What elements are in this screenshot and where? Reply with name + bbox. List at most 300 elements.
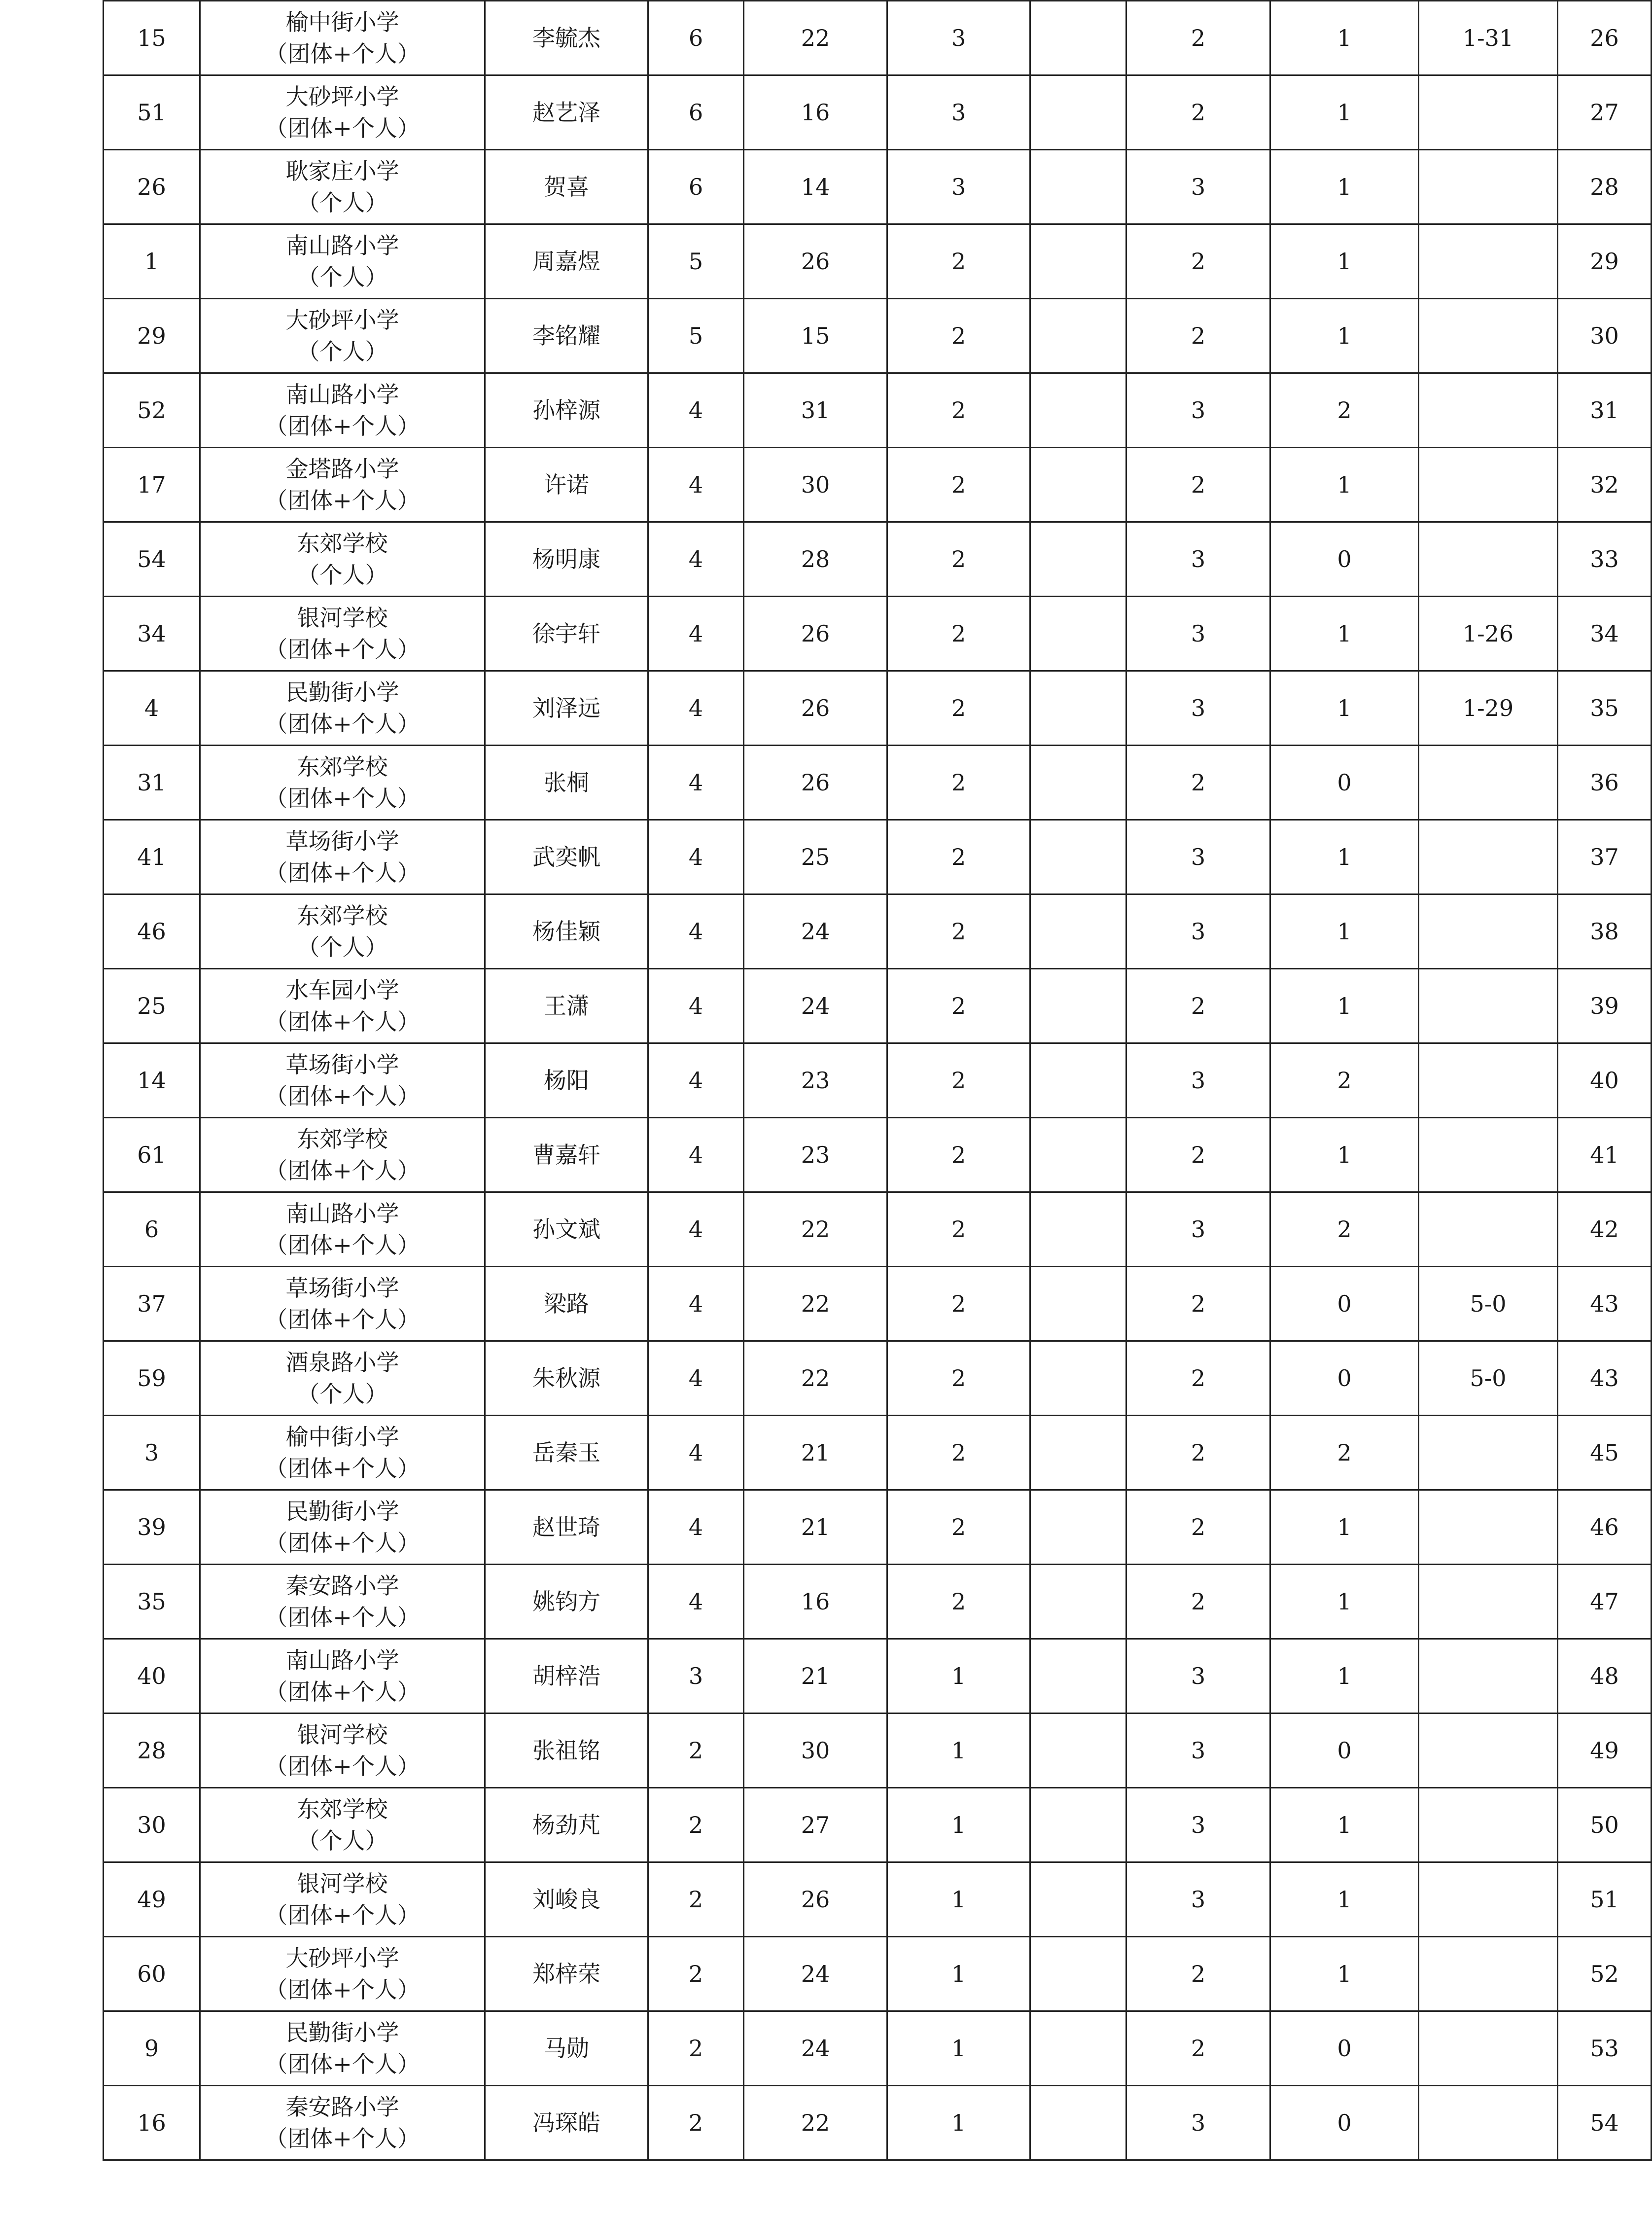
cell-col-4: 4 — [648, 820, 744, 894]
cell-col-6: 2 — [887, 894, 1030, 969]
school-name: 秦安路小学 — [285, 1572, 399, 1599]
cell-col-id: 61 — [104, 1118, 200, 1192]
cell-col-5: 22 — [744, 1267, 887, 1341]
cell-col-name: 徐宇轩 — [485, 597, 648, 671]
cell-col-8: 2 — [1126, 299, 1270, 373]
cell-col-8: 3 — [1126, 597, 1270, 671]
cell-col-7 — [1030, 1118, 1126, 1192]
cell-col-school — [200, 894, 485, 969]
cell-col-name: 姚钧方 — [485, 1565, 648, 1639]
cell-col-8: 3 — [1126, 373, 1270, 448]
cell-col-8: 2 — [1126, 1565, 1270, 1639]
cell-col-10 — [1419, 894, 1558, 969]
cell-col-id: 51 — [104, 75, 200, 150]
cell-col-8: 2 — [1126, 1490, 1270, 1565]
cell-col-4: 5 — [648, 224, 744, 299]
entry-type: （团体+个人） — [265, 1902, 420, 1928]
cell-col-rank: 45 — [1558, 1416, 1652, 1490]
cell-col-school — [200, 1043, 485, 1118]
cell-col-rank: 29 — [1558, 224, 1652, 299]
cell-col-school — [200, 373, 485, 448]
cell-col-10 — [1419, 1192, 1558, 1267]
cell-col-name: 王潇 — [485, 969, 648, 1043]
cell-col-5: 16 — [744, 1565, 887, 1639]
cell-col-id: 9 — [104, 2011, 200, 2086]
entry-type: （团体+个人） — [265, 711, 420, 737]
cell-col-4: 4 — [648, 1043, 744, 1118]
cell-col-school — [200, 1937, 485, 2011]
school-name: 大砂坪小学 — [285, 83, 399, 110]
cell-col-6: 3 — [887, 150, 1030, 224]
cell-col-4: 2 — [648, 2011, 744, 2086]
cell-col-9: 1 — [1270, 1639, 1419, 1714]
entry-type: （团体+个人） — [265, 1232, 420, 1258]
cell-col-8: 2 — [1126, 969, 1270, 1043]
cell-col-name: 杨明康 — [485, 522, 648, 597]
cell-col-10 — [1419, 1565, 1558, 1639]
cell-col-6: 2 — [887, 746, 1030, 820]
school-name: 榆中街小学 — [285, 1424, 399, 1450]
entry-type: （团体+个人） — [265, 785, 420, 812]
entry-type: （团体+个人） — [265, 859, 420, 886]
cell-col-rank: 48 — [1558, 1639, 1652, 1714]
cell-col-5: 24 — [744, 969, 887, 1043]
cell-col-9: 1 — [1270, 969, 1419, 1043]
school-name: 金塔路小学 — [285, 456, 399, 482]
entry-type: （个人） — [297, 934, 388, 961]
table-row — [104, 150, 1652, 224]
table-row — [104, 597, 1652, 671]
cell-col-9: 1 — [1270, 1118, 1419, 1192]
cell-col-5: 15 — [744, 299, 887, 373]
cell-col-id: 59 — [104, 1341, 200, 1416]
entry-type: （团体+个人） — [265, 636, 420, 663]
entry-type: （团体+个人） — [265, 1976, 420, 2003]
entry-type: （团体+个人） — [265, 1455, 420, 1482]
cell-col-id: 34 — [104, 597, 200, 671]
cell-col-10: 1-31 — [1419, 1, 1558, 75]
cell-col-8: 2 — [1126, 1267, 1270, 1341]
entry-type: （团体+个人） — [265, 1083, 420, 1109]
cell-col-id: 37 — [104, 1267, 200, 1341]
school-name: 东郊学校 — [297, 753, 388, 780]
cell-col-name: 朱秋源 — [485, 1341, 648, 1416]
cell-col-7 — [1030, 1416, 1126, 1490]
cell-col-id: 6 — [104, 1192, 200, 1267]
school-name: 南山路小学 — [285, 1647, 399, 1674]
cell-col-rank: 30 — [1558, 299, 1652, 373]
cell-col-8: 2 — [1126, 1937, 1270, 2011]
cell-col-rank: 50 — [1558, 1788, 1652, 1862]
cell-col-9: 0 — [1270, 2086, 1419, 2160]
cell-col-4: 4 — [648, 448, 744, 522]
cell-col-school — [200, 1862, 485, 1937]
cell-col-6: 1 — [887, 1788, 1030, 1862]
cell-col-9: 1 — [1270, 299, 1419, 373]
entry-type: （个人） — [297, 1827, 388, 1854]
cell-col-name: 赵世琦 — [485, 1490, 648, 1565]
cell-col-5: 16 — [744, 75, 887, 150]
cell-col-id: 30 — [104, 1788, 200, 1862]
cell-col-rank: 32 — [1558, 448, 1652, 522]
cell-col-9: 1 — [1270, 894, 1419, 969]
cell-col-8: 3 — [1126, 820, 1270, 894]
cell-col-5: 21 — [744, 1416, 887, 1490]
cell-col-id: 35 — [104, 1565, 200, 1639]
entry-type: （个人） — [297, 264, 388, 290]
cell-col-4: 4 — [648, 1341, 744, 1416]
cell-col-8: 2 — [1126, 224, 1270, 299]
cell-col-8: 3 — [1126, 1862, 1270, 1937]
cell-col-7 — [1030, 522, 1126, 597]
cell-col-6: 2 — [887, 969, 1030, 1043]
cell-col-8: 3 — [1126, 150, 1270, 224]
cell-col-5: 24 — [744, 2011, 887, 2086]
cell-col-name: 曹嘉轩 — [485, 1118, 648, 1192]
cell-col-6: 2 — [887, 1341, 1030, 1416]
entry-type: （团体+个人） — [265, 2125, 420, 2152]
cell-col-rank: 35 — [1558, 671, 1652, 746]
table-row — [104, 969, 1652, 1043]
cell-col-8: 2 — [1126, 1341, 1270, 1416]
cell-col-id: 54 — [104, 522, 200, 597]
cell-col-4: 4 — [648, 1490, 744, 1565]
cell-col-rank: 34 — [1558, 597, 1652, 671]
cell-col-school — [200, 1490, 485, 1565]
cell-col-10 — [1419, 1043, 1558, 1118]
school-name: 秦安路小学 — [285, 2094, 399, 2120]
school-name: 榆中街小学 — [285, 9, 399, 36]
table-row — [104, 1862, 1652, 1937]
table-row — [104, 1714, 1652, 1788]
cell-col-rank: 43 — [1558, 1267, 1652, 1341]
table-row — [104, 1118, 1652, 1192]
cell-col-10: 5-0 — [1419, 1267, 1558, 1341]
table-row — [104, 299, 1652, 373]
cell-col-school — [200, 671, 485, 746]
cell-col-9: 1 — [1270, 224, 1419, 299]
cell-col-4: 6 — [648, 75, 744, 150]
cell-col-school — [200, 1788, 485, 1862]
table-row — [104, 2086, 1652, 2160]
school-name: 民勤街小学 — [285, 679, 399, 706]
cell-col-7 — [1030, 1937, 1126, 2011]
cell-col-5: 26 — [744, 224, 887, 299]
cell-col-name: 杨佳颖 — [485, 894, 648, 969]
cell-col-6: 3 — [887, 1, 1030, 75]
cell-col-9: 2 — [1270, 1192, 1419, 1267]
cell-col-id: 49 — [104, 1862, 200, 1937]
cell-col-name: 张桐 — [485, 746, 648, 820]
table-row — [104, 1788, 1652, 1862]
school-name: 东郊学校 — [297, 530, 388, 557]
table-row — [104, 1565, 1652, 1639]
cell-col-5: 21 — [744, 1490, 887, 1565]
cell-col-5: 22 — [744, 1, 887, 75]
cell-col-10 — [1419, 1118, 1558, 1192]
cell-col-7 — [1030, 1714, 1126, 1788]
cell-col-4: 4 — [648, 522, 744, 597]
cell-col-7 — [1030, 1192, 1126, 1267]
cell-col-7 — [1030, 969, 1126, 1043]
school-name: 东郊学校 — [297, 1796, 388, 1822]
entry-type: （团体+个人） — [265, 1306, 420, 1333]
school-name: 草场街小学 — [285, 1275, 399, 1301]
cell-col-10 — [1419, 1714, 1558, 1788]
entry-type: （团体+个人） — [265, 1157, 420, 1184]
cell-col-9: 0 — [1270, 746, 1419, 820]
cell-col-4: 2 — [648, 2086, 744, 2160]
cell-col-10 — [1419, 1862, 1558, 1937]
cell-col-5: 14 — [744, 150, 887, 224]
school-name: 耿家庄小学 — [285, 158, 399, 184]
entry-type: （个人） — [297, 562, 388, 588]
school-name: 民勤街小学 — [285, 2019, 399, 2046]
table-row — [104, 224, 1652, 299]
cell-col-5: 22 — [744, 1341, 887, 1416]
cell-col-rank: 51 — [1558, 1862, 1652, 1937]
cell-col-name: 胡梓浩 — [485, 1639, 648, 1714]
cell-col-id: 39 — [104, 1490, 200, 1565]
cell-col-10 — [1419, 1490, 1558, 1565]
cell-col-school — [200, 1565, 485, 1639]
cell-col-school — [200, 1267, 485, 1341]
cell-col-school — [200, 522, 485, 597]
cell-col-8: 2 — [1126, 75, 1270, 150]
cell-col-10 — [1419, 224, 1558, 299]
cell-col-4: 4 — [648, 1565, 744, 1639]
cell-col-5: 24 — [744, 1937, 887, 2011]
cell-col-school — [200, 2086, 485, 2160]
cell-col-8: 3 — [1126, 1043, 1270, 1118]
cell-col-6: 2 — [887, 1192, 1030, 1267]
cell-col-6: 1 — [887, 2086, 1030, 2160]
cell-col-6: 2 — [887, 1267, 1030, 1341]
table-row — [104, 1639, 1652, 1714]
cell-col-7 — [1030, 1490, 1126, 1565]
cell-col-4: 4 — [648, 1118, 744, 1192]
cell-col-6: 2 — [887, 1118, 1030, 1192]
cell-col-4: 4 — [648, 373, 744, 448]
cell-col-rank: 27 — [1558, 75, 1652, 150]
cell-col-9: 2 — [1270, 373, 1419, 448]
cell-col-6: 1 — [887, 1639, 1030, 1714]
cell-col-5: 22 — [744, 2086, 887, 2160]
cell-col-4: 2 — [648, 1937, 744, 2011]
cell-col-9: 1 — [1270, 1, 1419, 75]
cell-col-id: 46 — [104, 894, 200, 969]
cell-col-id: 4 — [104, 671, 200, 746]
entry-type: （个人） — [297, 1381, 388, 1407]
cell-col-rank: 39 — [1558, 969, 1652, 1043]
cell-col-9: 0 — [1270, 1267, 1419, 1341]
cell-col-6: 2 — [887, 373, 1030, 448]
table-row — [104, 746, 1652, 820]
entry-type: （团体+个人） — [265, 1678, 420, 1705]
cell-col-name: 孙梓源 — [485, 373, 648, 448]
cell-col-9: 1 — [1270, 1788, 1419, 1862]
cell-col-name: 孙文斌 — [485, 1192, 648, 1267]
cell-col-7 — [1030, 1639, 1126, 1714]
school-name: 南山路小学 — [285, 232, 399, 259]
cell-col-7 — [1030, 894, 1126, 969]
cell-col-7 — [1030, 1341, 1126, 1416]
cell-col-4: 3 — [648, 1639, 744, 1714]
cell-col-rank: 53 — [1558, 2011, 1652, 2086]
cell-col-7 — [1030, 1862, 1126, 1937]
school-name: 水车园小学 — [285, 977, 399, 1003]
cell-col-8: 2 — [1126, 1118, 1270, 1192]
school-name: 大砂坪小学 — [285, 1945, 399, 1971]
cell-col-10 — [1419, 1639, 1558, 1714]
cell-col-8: 3 — [1126, 522, 1270, 597]
cell-col-4: 4 — [648, 746, 744, 820]
cell-col-4: 4 — [648, 969, 744, 1043]
cell-col-7 — [1030, 671, 1126, 746]
cell-col-8: 2 — [1126, 746, 1270, 820]
cell-col-6: 2 — [887, 671, 1030, 746]
cell-col-school — [200, 969, 485, 1043]
cell-col-7 — [1030, 150, 1126, 224]
cell-col-7 — [1030, 373, 1126, 448]
cell-col-9: 1 — [1270, 75, 1419, 150]
cell-col-rank: 42 — [1558, 1192, 1652, 1267]
table-row — [104, 894, 1652, 969]
cell-col-7 — [1030, 746, 1126, 820]
table-row — [104, 522, 1652, 597]
cell-col-rank: 36 — [1558, 746, 1652, 820]
table-row — [104, 671, 1652, 746]
table-row — [104, 1, 1652, 75]
cell-col-6: 2 — [887, 1416, 1030, 1490]
cell-col-10 — [1419, 522, 1558, 597]
table-row — [104, 75, 1652, 150]
cell-col-rank: 52 — [1558, 1937, 1652, 2011]
cell-col-7 — [1030, 2086, 1126, 2160]
school-name: 草场街小学 — [285, 828, 399, 855]
cell-col-rank: 46 — [1558, 1490, 1652, 1565]
table-row — [104, 1341, 1652, 1416]
cell-col-5: 24 — [744, 894, 887, 969]
cell-col-6: 1 — [887, 2011, 1030, 2086]
cell-col-6: 1 — [887, 1937, 1030, 2011]
cell-col-10 — [1419, 75, 1558, 150]
cell-col-5: 23 — [744, 1118, 887, 1192]
cell-col-7 — [1030, 1565, 1126, 1639]
cell-col-name: 梁路 — [485, 1267, 648, 1341]
cell-col-8: 2 — [1126, 1416, 1270, 1490]
cell-col-4: 4 — [648, 671, 744, 746]
cell-col-6: 2 — [887, 1043, 1030, 1118]
cell-col-7 — [1030, 820, 1126, 894]
cell-col-school — [200, 150, 485, 224]
table-body — [104, 1, 1652, 2160]
entry-type: （团体+个人） — [265, 487, 420, 514]
cell-col-9: 1 — [1270, 1937, 1419, 2011]
cell-col-7 — [1030, 1043, 1126, 1118]
table-row — [104, 1416, 1652, 1490]
cell-col-id: 15 — [104, 1, 200, 75]
cell-col-7 — [1030, 2011, 1126, 2086]
cell-col-6: 2 — [887, 1565, 1030, 1639]
cell-col-4: 6 — [648, 1, 744, 75]
cell-col-school — [200, 1, 485, 75]
school-name: 东郊学校 — [297, 902, 388, 929]
cell-col-8: 3 — [1126, 894, 1270, 969]
cell-col-name: 岳秦玉 — [485, 1416, 648, 1490]
cell-col-name: 许诺 — [485, 448, 648, 522]
cell-col-9: 1 — [1270, 1490, 1419, 1565]
cell-col-id: 14 — [104, 1043, 200, 1118]
table-row — [104, 1937, 1652, 2011]
table-row — [104, 373, 1652, 448]
cell-col-4: 4 — [648, 1416, 744, 1490]
entry-type: （个人） — [297, 338, 388, 365]
cell-col-9: 1 — [1270, 448, 1419, 522]
cell-col-4: 5 — [648, 299, 744, 373]
cell-col-7 — [1030, 299, 1126, 373]
cell-col-10 — [1419, 373, 1558, 448]
cell-col-school — [200, 1341, 485, 1416]
entry-type: （团体+个人） — [265, 115, 420, 142]
cell-col-8: 3 — [1126, 2086, 1270, 2160]
cell-col-name: 冯琛皓 — [485, 2086, 648, 2160]
cell-col-8: 3 — [1126, 1788, 1270, 1862]
school-name: 南山路小学 — [285, 381, 399, 408]
cell-col-9: 1 — [1270, 597, 1419, 671]
cell-col-name: 周嘉煜 — [485, 224, 648, 299]
table-row — [104, 820, 1652, 894]
cell-col-9: 2 — [1270, 1416, 1419, 1490]
table-row — [104, 1043, 1652, 1118]
cell-col-5: 27 — [744, 1788, 887, 1862]
cell-col-school — [200, 448, 485, 522]
cell-col-id: 26 — [104, 150, 200, 224]
cell-col-5: 21 — [744, 1639, 887, 1714]
cell-col-school — [200, 1192, 485, 1267]
cell-col-school — [200, 746, 485, 820]
cell-col-rank: 38 — [1558, 894, 1652, 969]
table-row — [104, 1267, 1652, 1341]
cell-col-id: 60 — [104, 1937, 200, 2011]
cell-col-10 — [1419, 746, 1558, 820]
cell-col-10 — [1419, 969, 1558, 1043]
table-row — [104, 1490, 1652, 1565]
cell-col-10 — [1419, 1788, 1558, 1862]
cell-col-8: 2 — [1126, 1, 1270, 75]
cell-col-name: 贺喜 — [485, 150, 648, 224]
cell-col-9: 2 — [1270, 1043, 1419, 1118]
table-row — [104, 2011, 1652, 2086]
cell-col-name: 杨劲芃 — [485, 1788, 648, 1862]
cell-col-6: 2 — [887, 299, 1030, 373]
cell-col-school — [200, 1416, 485, 1490]
cell-col-id: 3 — [104, 1416, 200, 1490]
cell-col-7 — [1030, 1267, 1126, 1341]
cell-col-6: 2 — [887, 597, 1030, 671]
cell-col-id: 52 — [104, 373, 200, 448]
cell-col-5: 26 — [744, 671, 887, 746]
cell-col-5: 28 — [744, 522, 887, 597]
cell-col-5: 26 — [744, 746, 887, 820]
cell-col-9: 0 — [1270, 522, 1419, 597]
school-name: 民勤街小学 — [285, 1498, 399, 1525]
cell-col-school — [200, 1118, 485, 1192]
cell-col-10 — [1419, 2086, 1558, 2160]
table-row — [104, 448, 1652, 522]
cell-col-9: 1 — [1270, 1565, 1419, 1639]
cell-col-school — [200, 224, 485, 299]
